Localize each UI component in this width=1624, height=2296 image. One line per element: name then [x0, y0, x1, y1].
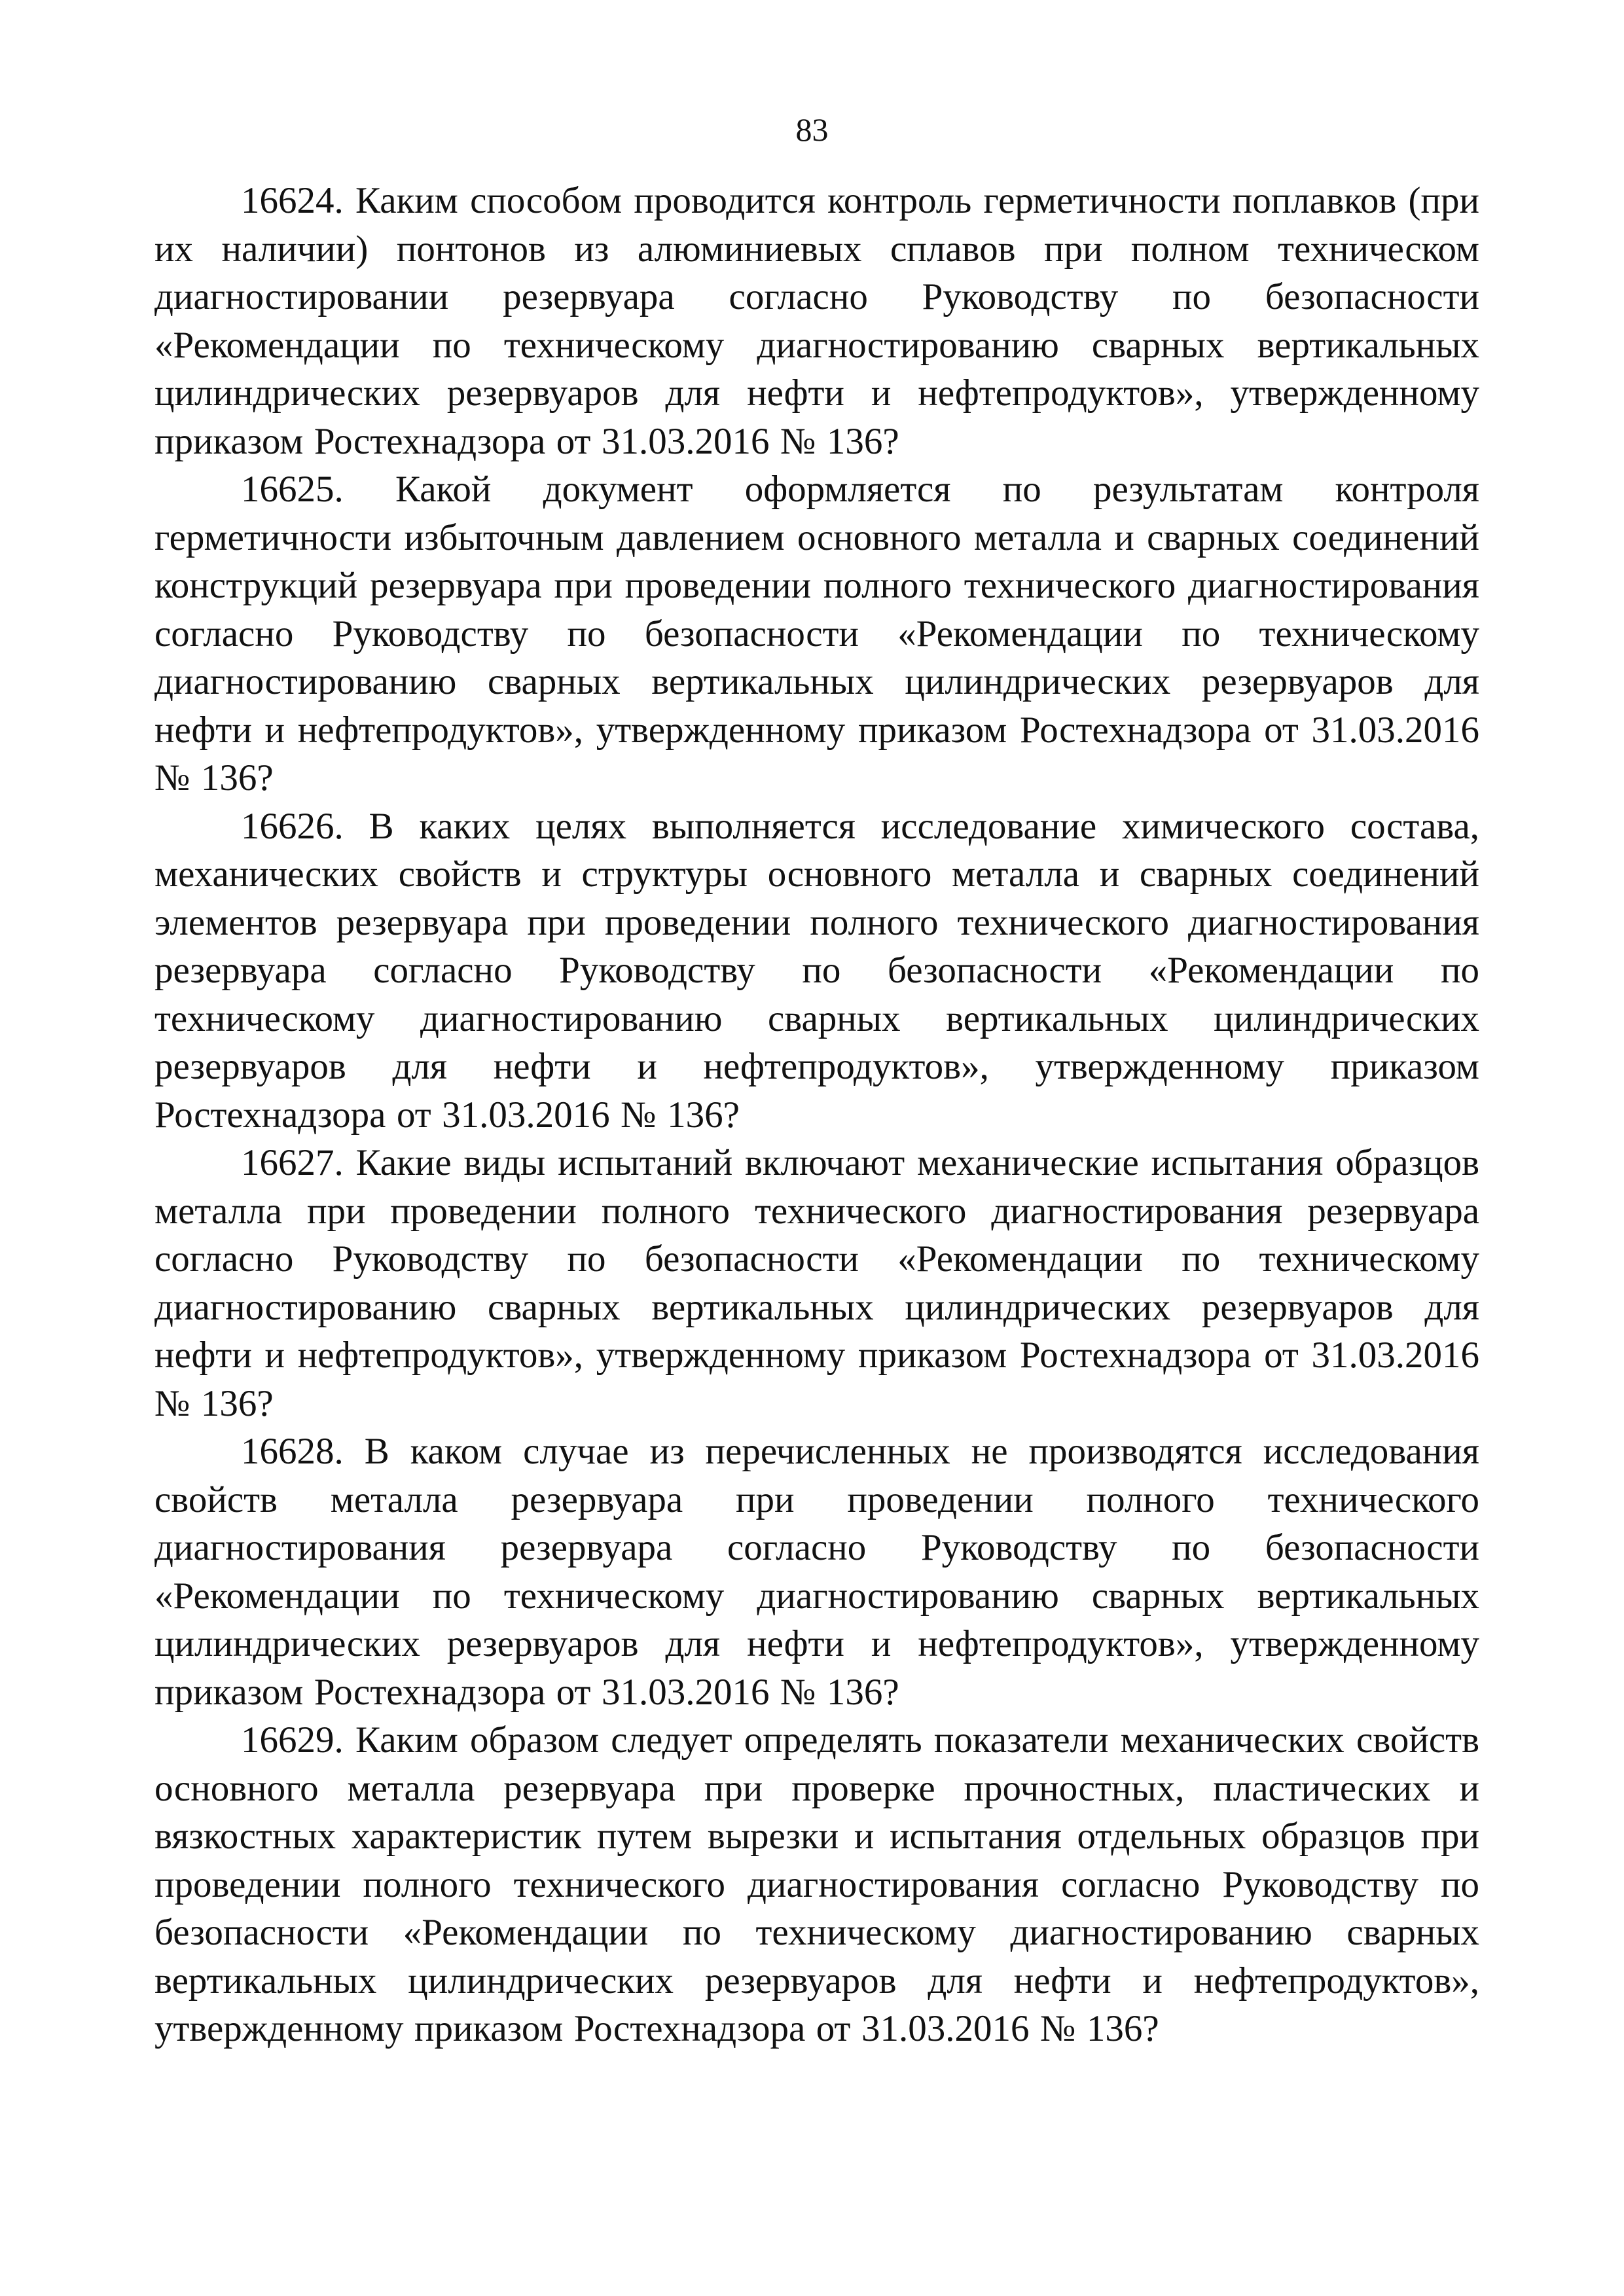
- question-16629: 16629. Каким образом следует определять показатели механических свойств основного металла резервуара при проверке прочностных, пластических и вязкостных характеристик путем вырезки и испытания отдельных образцов при проведении полного технического диагностирования согласно Руководству по безопасности «Рекомендации по техническому диагностированию сварных вертикальных цилиндрических резервуаров для нефти и нефтепродуктов», утвержденному приказом Ростехнадзора от 31.03.2016 № 136?: [154, 1719, 1479, 2049]
- question-16624: 16624. Каким способом проводится контроль герметичности поплавков (при их наличии) понтонов из алюминиевых сплавов при полном техническом диагностировании резервуара согласно Руководству по безопасности «Рекомендации по техническому диагностированию сварных вертикальных цилиндрических резервуаров для нефти и нефтепродуктов», утвержденному приказом Ростехнадзора от 31.03.2016 № 136?: [154, 180, 1479, 462]
- question-16628: 16628. В каком случае из перечисленных не производятся исследования свойств металла резервуара при проведении полного технического диагностирования резервуара согласно Руководству по безопасности «Рекомендации по техническому диагностированию сварных вертикальных цилиндрических резервуаров для нефти и нефтепродуктов», утвержденному приказом Ростехнадзора от 31.03.2016 № 136?: [154, 1431, 1479, 1713]
- question-16625: 16625. Какой документ оформляется по результатам контроля герметичности избыточным давлением основного металла и сварных соединений конструкций резервуара при проведении полного технического диагностирования согласно Руководству по безопасности «Рекомендации по техническому диагностированию сварных вертикальных цилиндрических резервуаров для нефти и нефтепродуктов», утвержденному приказом Ростехнадзора от 31.03.2016 № 136?: [154, 469, 1479, 798]
- page-number: 83: [795, 111, 829, 148]
- question-list: [154, 177, 1479, 2053]
- question-16626: 16626. В каких целях выполняется исследование химического состава, механических свойств и структуры основного металла и сварных соединений элементов резервуара при проведении полного технического диагностирования резервуара согласно Руководству по безопасности «Рекомендации по техническому диагностированию сварных вертикальных цилиндрических резервуаров для нефти и нефтепродуктов», утвержденному приказом Ростехнадзора от 31.03.2016 № 136?: [154, 805, 1479, 1136]
- question-16627: 16627. Какие виды испытаний включают механические испытания образцов металла при проведении полного технического диагностирования резервуара согласно Руководству по безопасности «Рекомендации по техническому диагностированию сварных вертикальных цилиндрических резервуаров для нефти и нефтепродуктов», утвержденному приказом Ростехнадзора от 31.03.2016 № 136?: [154, 1142, 1479, 1424]
